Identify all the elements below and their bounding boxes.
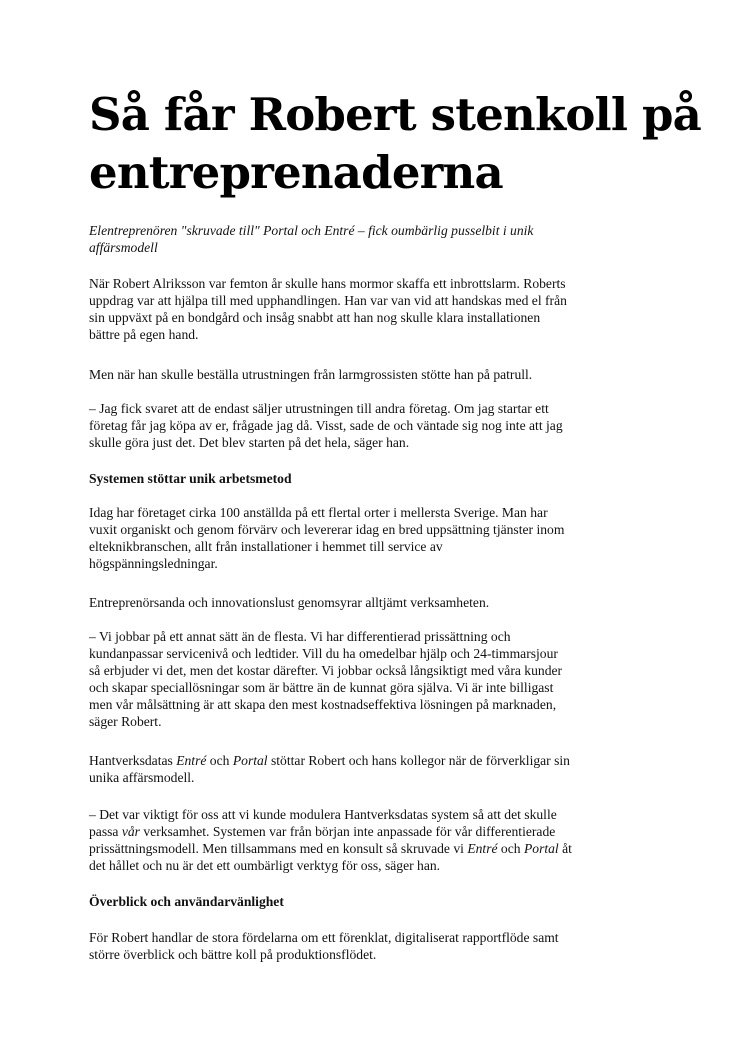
text-line: högspänningsledningar.: [89, 556, 218, 571]
paragraph-systems: [89, 752, 664, 786]
text-line: uppdrag var att hjälpa till med upphandlingen. Han var van vid att handskas med el från: [89, 293, 567, 308]
text-line: så erbjuder vi det, men det kostar därefter. Vi jobbar också långsiktigt med våra kunder: [89, 663, 563, 678]
text-line: det hållet och nu är det ett oumbärligt verktyg för oss, säger han.: [89, 858, 441, 873]
article-lead: [89, 222, 649, 256]
paragraph-company: [89, 504, 664, 572]
text-run: Hantverksdatas: [89, 753, 177, 768]
text-run: och: [206, 753, 233, 768]
paragraph-quote-start: [89, 400, 664, 451]
text-line: sin uppväxt på en bondgård och insåg snabbt att han nog skulle klara installationen: [89, 310, 541, 325]
text-line: säger Robert.: [89, 714, 162, 729]
emphasis: vår: [121, 824, 140, 839]
product-name-entre: Entré: [467, 841, 498, 856]
text-line: unika affärsmodell.: [89, 770, 195, 785]
paragraph-intro: [89, 275, 664, 343]
text-line: företag får jag köpa av er, frågade jag då. Visst, sade de och väntade sig nog inte att jag: [89, 418, 563, 433]
title-line: Så får Robert stenkoll på: [89, 88, 702, 141]
text-run: passa: [89, 824, 122, 839]
text-line: vuxit organiskt och genom förvärv och levererar idag en bred uppsättning tjänster inom: [89, 522, 565, 537]
section-heading: Systemen stöttar unik arbetsmetod: [89, 471, 292, 486]
text-run: stöttar Robert och hans kollegor när de förverkligar sin: [267, 753, 570, 768]
text-line: [89, 840, 664, 857]
section-heading: Överblick och användarvänlighet: [89, 894, 284, 909]
text-line: elteknikbranschen, allt från installationer i hemmet till service av: [89, 539, 443, 554]
text-line: När Robert Alriksson var femton år skulle hans mormor skaffa ett inbrottslarm. Roberts: [89, 276, 566, 291]
title-line: entreprenaderna: [89, 146, 503, 199]
article-title: [89, 86, 702, 202]
product-name-portal: Portal: [232, 753, 268, 768]
text-line: [89, 752, 664, 769]
paragraph-benefits: [89, 929, 664, 963]
paragraph-quote-pricing: [89, 628, 664, 730]
paragraph-quote-modules: [89, 806, 664, 874]
text-line: kundanpassar servicenivå och ledtider. Vill du ha omedelbar hjälp och 24-timmarsjour: [89, 646, 558, 661]
text-line: Men när han skulle beställa utrustningen från larmgrossisten stötte han på patrull.: [89, 367, 533, 382]
text-line: bättre på egen hand.: [89, 327, 199, 342]
text-line: För Robert handlar de stora fördelarna om ett förenklat, digitaliserat rapportflöde samt: [89, 930, 559, 945]
text-line: Idag har företaget cirka 100 anställda på ett flertal orter i mellersta Sverige. Man har: [89, 505, 548, 520]
text-line: – Jag fick svaret att de endast säljer utrustningen till andra företag. Om jag startar ett: [89, 401, 549, 416]
paragraph-entrepreneurship: [89, 594, 664, 611]
product-name-portal: Portal: [523, 841, 559, 856]
text-line: och skapar speciallösningar som är bättre än de kunnat göra själva. Vi är inte billigast: [89, 680, 554, 695]
text-line: skulle göra just det. Det blev starten på det hela, säger han.: [89, 435, 410, 450]
text-line: men vår målsättning är att skapa den mest kostnadseffektiva lösningen på marknaden,: [89, 697, 557, 712]
text-line: – Vi jobbar på ett annat sätt än de flesta. Vi har differentierad prissättning och: [89, 629, 511, 644]
text-run: prissättningsmodell. Men tillsammans med en konsult så skruvade vi: [89, 841, 468, 856]
text-run: åt: [558, 841, 572, 856]
text-run: verksamhet. Systemen var från början inte anpassade för vår differentierade: [139, 824, 556, 839]
product-name-entre: Entré: [176, 753, 207, 768]
text-run: och: [497, 841, 524, 856]
text-line: Entreprenörsanda och innovationslust genomsyrar alltjämt verksamheten.: [89, 595, 490, 610]
text-line: större överblick och bättre koll på produktionsflödet.: [89, 947, 377, 962]
text-line: – Det var viktigt för oss att vi kunde modulera Hantverksdatas system så att det skulle: [89, 807, 557, 822]
lead-line: affärsmodell: [89, 240, 158, 255]
text-line: [89, 823, 664, 840]
lead-line: Elentreprenören "skruvade till" Portal och Entré – fick oumbärlig pusselbit i unik: [89, 223, 534, 238]
paragraph-patrull: [89, 366, 664, 383]
